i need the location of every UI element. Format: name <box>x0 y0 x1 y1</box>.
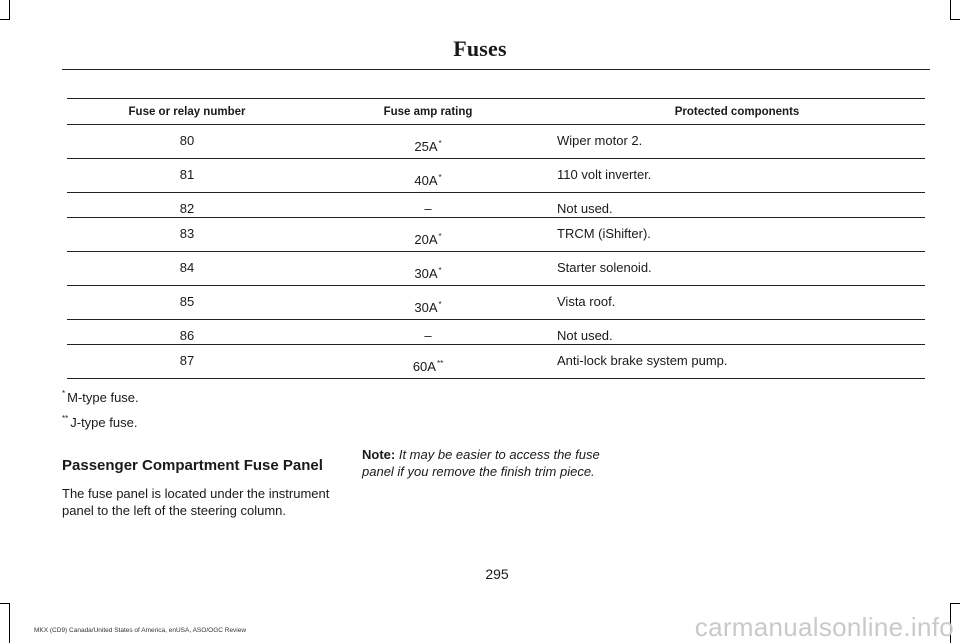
footnote-mark: ** <box>436 359 444 368</box>
fuse-amp: 25A* <box>307 125 549 159</box>
table-row <box>67 125 925 159</box>
table-row <box>67 252 925 286</box>
note <box>362 446 632 480</box>
footnote-mark: * <box>438 232 442 241</box>
crop-mark-bottom-right-h <box>950 603 960 604</box>
crop-mark-top-right-v <box>950 0 951 20</box>
title-rule <box>62 69 930 70</box>
crop-mark-top-left-h <box>0 19 10 20</box>
crop-mark-bottom-left-h <box>0 603 10 604</box>
protected-component: Anti-lock brake system pump. <box>549 345 925 379</box>
protected-component: Not used. <box>549 193 925 218</box>
fuse-table <box>67 98 925 379</box>
fuse-number: 86 <box>67 320 307 345</box>
protected-component: Wiper motor 2. <box>549 125 925 159</box>
watermark: carmanualsonline.info <box>694 612 954 642</box>
protected-component: 110 volt inverter. <box>549 159 925 193</box>
fuse-amp: 30A* <box>307 286 549 320</box>
fuse-number: 81 <box>67 159 307 193</box>
section-body: The fuse panel is located under the instrument panel to the left of the steering column. <box>62 486 330 518</box>
protected-component: TRCM (iShifter). <box>549 218 925 252</box>
note-label: Note: <box>362 447 396 462</box>
crop-mark-top-left-v <box>9 0 10 20</box>
protected-component: Starter solenoid. <box>549 252 925 286</box>
fuse-number: 80 <box>67 125 307 159</box>
fuse-amp: 20A* <box>307 218 549 252</box>
footnote-m-type: * M-type fuse. <box>62 389 139 405</box>
fuse-amp: – <box>307 320 549 345</box>
table-row <box>67 193 925 218</box>
fuse-number: 83 <box>67 218 307 252</box>
document-footer: MKX (CD9) Canada/United States of America, enUSA, ASO/OGC Review <box>34 627 247 634</box>
header-fuse-number: Fuse or relay number <box>67 99 307 125</box>
fuse-amp: 30A* <box>307 252 549 286</box>
footnote-mark: * <box>438 300 442 309</box>
fuse-amp: 40A* <box>307 159 549 193</box>
crop-mark-bottom-left-v <box>9 603 10 643</box>
protected-component: Not used. <box>549 320 925 345</box>
table-row <box>67 286 925 320</box>
header-protected-components: Protected components <box>549 99 925 125</box>
footnote-mark: * <box>438 139 442 148</box>
header-amp-rating: Fuse amp rating <box>307 99 549 125</box>
page-number: 295 <box>485 566 509 582</box>
table-header-row <box>67 99 925 125</box>
fuse-number: 87 <box>67 345 307 379</box>
crop-mark-top-right-h <box>950 19 960 20</box>
protected-component: Vista roof. <box>549 286 925 320</box>
footnote-mark: * <box>438 173 442 182</box>
table-row <box>67 345 925 379</box>
note-text: It may be easier to access the fuse panel if you remove the finish trim piece. <box>362 447 600 479</box>
page-title: Fuses <box>453 36 507 61</box>
footnote-j-type: ** J-type fuse. <box>62 414 138 430</box>
footnote-mark: * <box>438 266 442 275</box>
fuse-amp: – <box>307 193 549 218</box>
table-row <box>67 218 925 252</box>
table-row <box>67 159 925 193</box>
fuse-number: 84 <box>67 252 307 286</box>
fuse-number: 82 <box>67 193 307 218</box>
table-row <box>67 320 925 345</box>
section-heading: Passenger Compartment Fuse Panel <box>62 457 323 474</box>
fuse-number: 85 <box>67 286 307 320</box>
fuse-amp: 60A** <box>307 345 549 379</box>
